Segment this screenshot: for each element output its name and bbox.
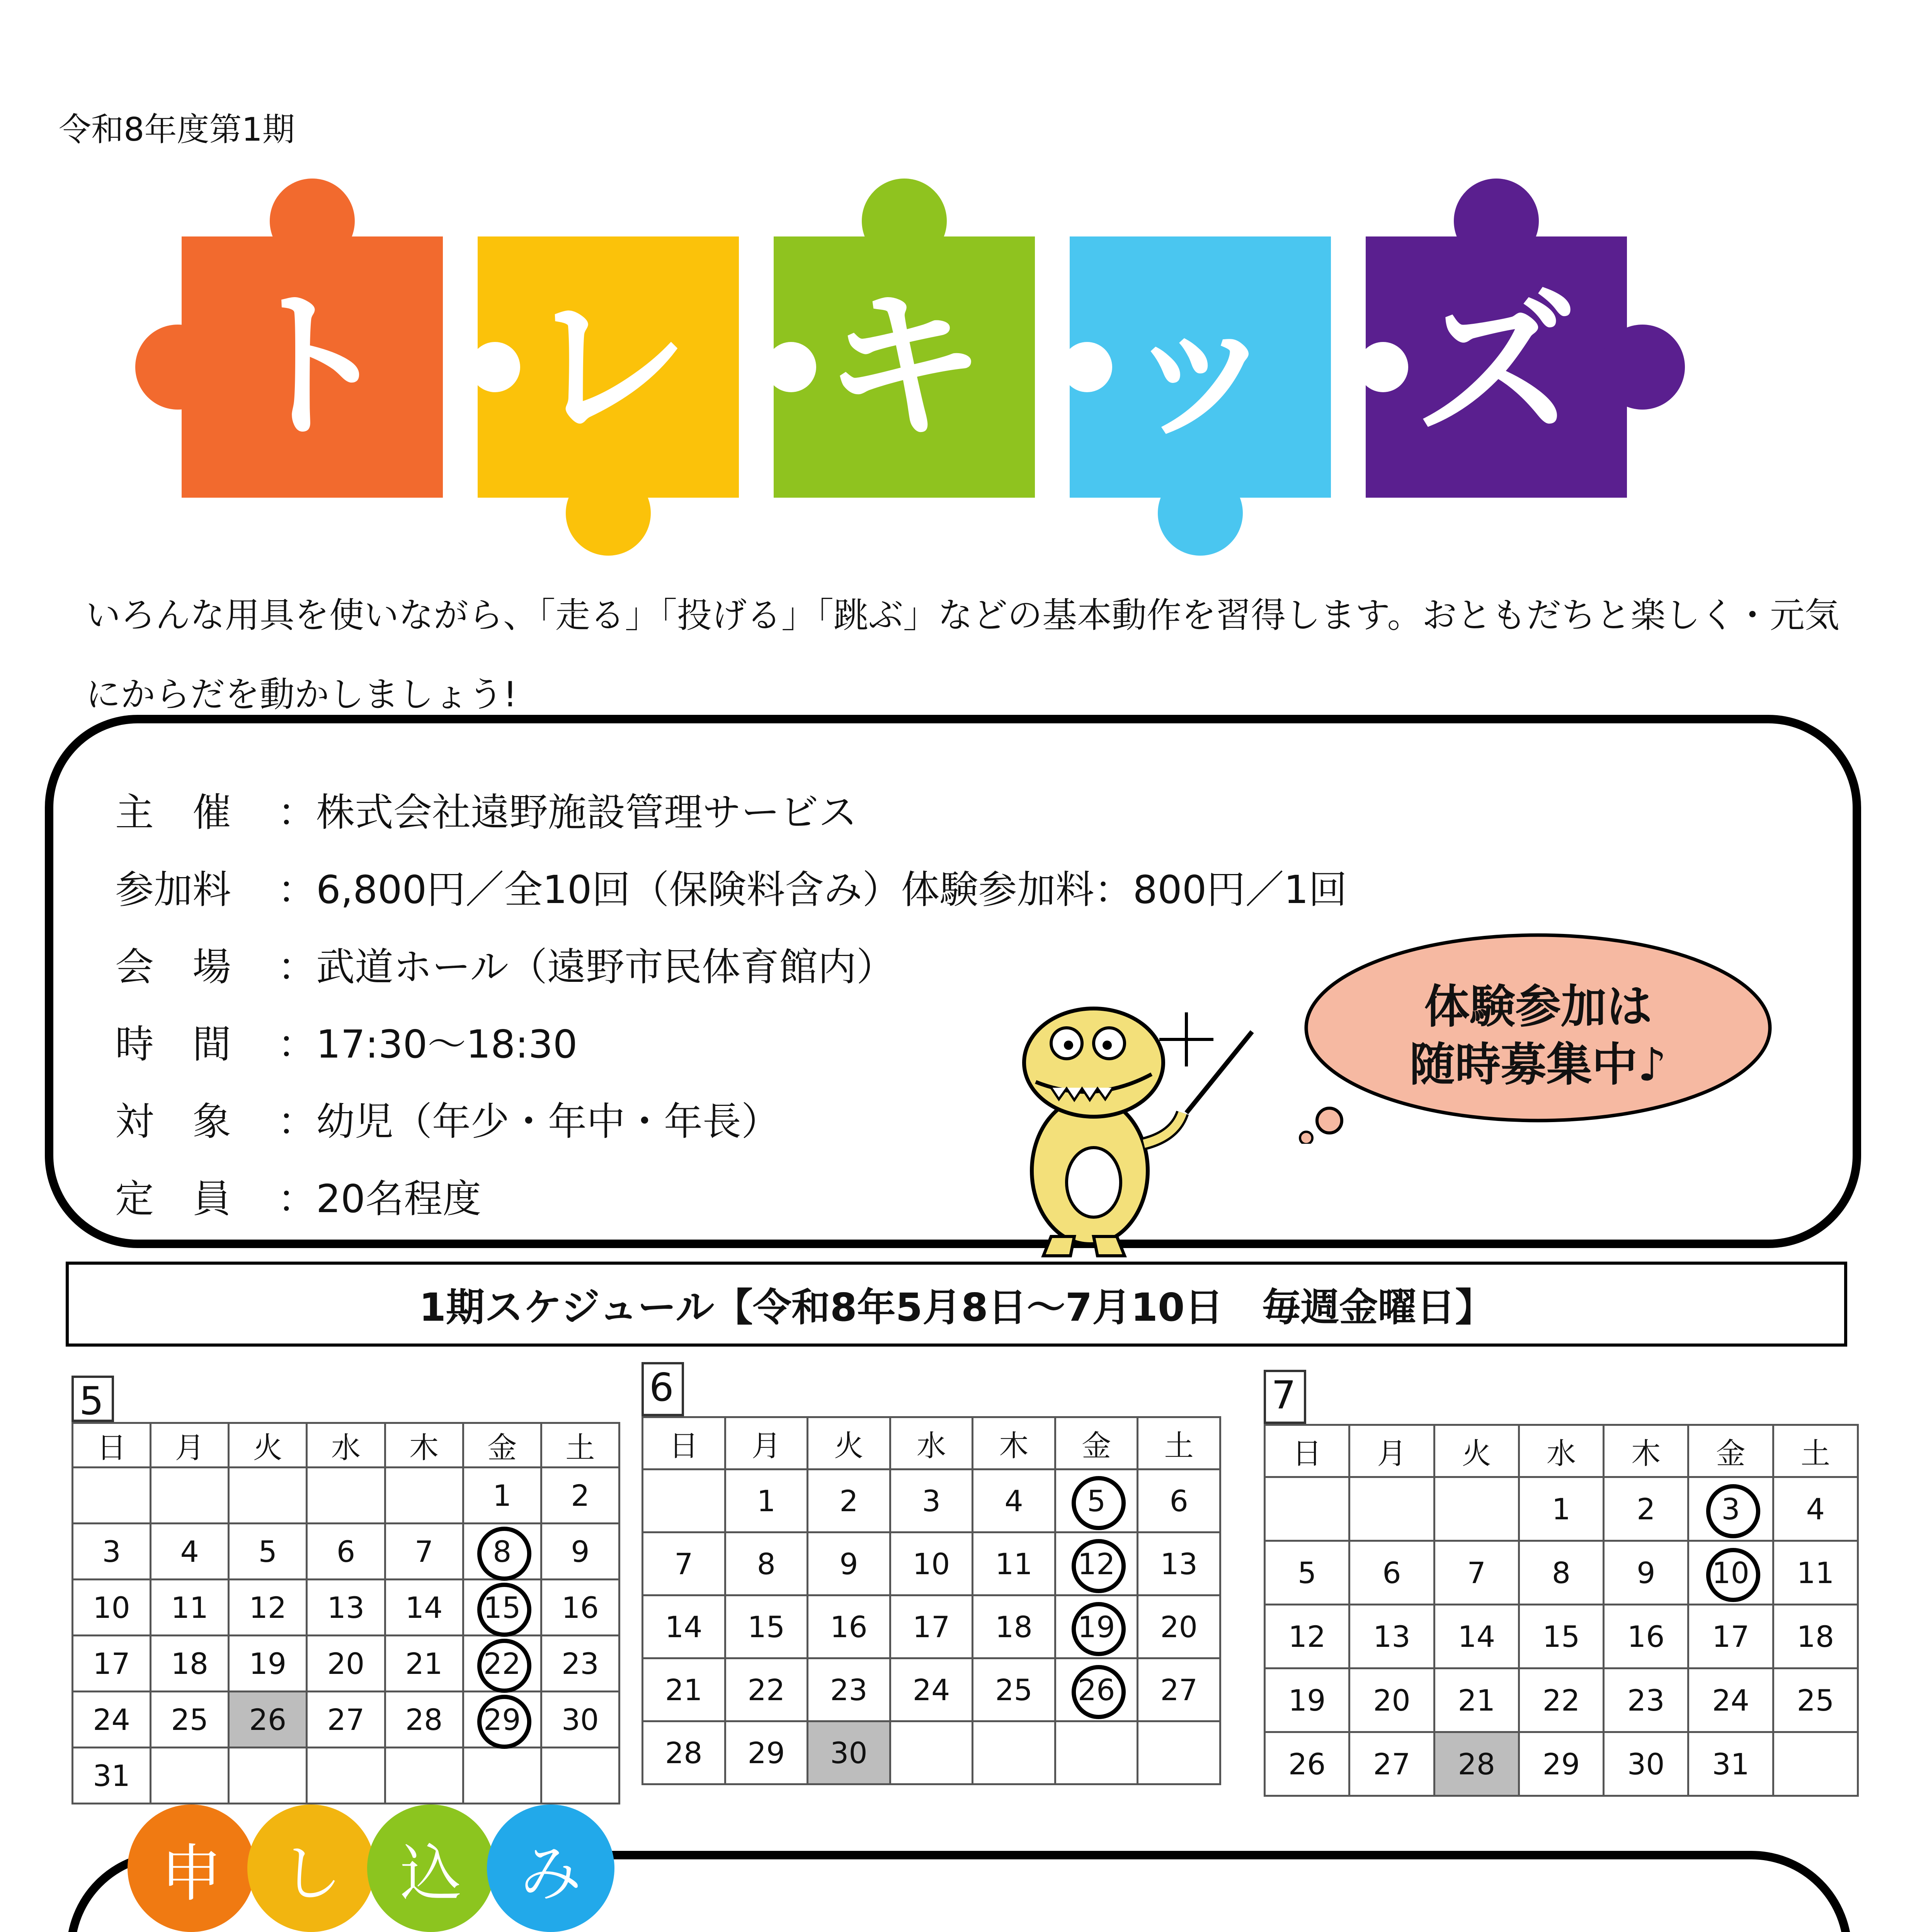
calendar-day-cell: 4 — [1773, 1477, 1858, 1541]
calendar-day-cell: 6 — [1349, 1541, 1434, 1605]
calendar-day-cell: 14 — [385, 1580, 463, 1636]
weekday-cell: 金 — [463, 1423, 541, 1468]
calendar-day-cell — [1434, 1477, 1519, 1541]
info-value: ：20名程度 — [277, 1176, 482, 1221]
calendar-day-cell: 24 — [73, 1692, 151, 1748]
weekday-cell: 土 — [1138, 1417, 1220, 1469]
info-organizer — [115, 781, 857, 837]
calendar-day-cell — [73, 1468, 151, 1524]
calendar-week-row — [643, 1469, 1220, 1532]
weekday-cell: 水 — [307, 1423, 385, 1468]
puzzle-piece — [1366, 236, 1627, 498]
calendar-day-cell — [1265, 1477, 1349, 1541]
weekday-cell: 金 — [1055, 1417, 1138, 1469]
calendar-day-cell: 26 — [229, 1692, 307, 1748]
info-value: ：武道ホール（遠野市民体育館内） — [277, 944, 895, 990]
puzzle-piece — [1070, 236, 1331, 498]
calendar-day-cell: 17 — [1688, 1605, 1773, 1668]
info-value: ：株式会社遠野施設管理サービス — [277, 790, 857, 835]
weekday-cell: 日 — [643, 1417, 725, 1469]
calendar-day-cell: 25 — [1773, 1668, 1858, 1732]
calendar-weekday-row — [643, 1417, 1220, 1469]
info-value: ：17:30～18:30 — [277, 1022, 578, 1067]
info-label: 時 間 — [115, 1022, 231, 1067]
calendar-day-cell: 19 — [229, 1636, 307, 1692]
calendar-day-cell: 21 — [1434, 1668, 1519, 1732]
puzzle-piece — [774, 236, 1035, 498]
calendar-day-cell: 12 — [1265, 1605, 1349, 1668]
calendar-day-cell: 11 — [1773, 1541, 1858, 1605]
apply-heading-bubble: み — [487, 1804, 614, 1932]
calendar-day-cell: 15 — [725, 1595, 808, 1658]
calendar-day-cell: 15 — [463, 1580, 541, 1636]
calendar-day-cell: 21 — [385, 1636, 463, 1692]
calendar-day-cell: 3 — [1688, 1477, 1773, 1541]
weekday-cell: 土 — [1773, 1425, 1858, 1477]
info-label: 主 催 — [115, 790, 231, 835]
info-label: 参加料 — [115, 867, 231, 912]
calendar-day-cell: 18 — [151, 1636, 229, 1692]
schedule-title: 1期スケジュール【令和8年5月8日～7月10日 毎週金曜日】 — [66, 1262, 1847, 1347]
calendar-day-cell: 17 — [73, 1636, 151, 1692]
calendar-day-cell: 9 — [808, 1532, 890, 1595]
calendar-day-cell: 23 — [1604, 1668, 1688, 1732]
calendar-day-cell: 1 — [725, 1469, 808, 1532]
calendar-day-cell: 28 — [643, 1721, 725, 1784]
callout-line1: 体験参加は — [1424, 980, 1652, 1033]
weekday-cell: 水 — [1519, 1425, 1603, 1477]
weekday-cell: 火 — [808, 1417, 890, 1469]
calendar-day-cell: 24 — [1688, 1668, 1773, 1732]
apply-heading-bubble: 込 — [367, 1804, 495, 1932]
calendar-day-cell: 27 — [1349, 1732, 1434, 1796]
calendar-day-cell: 22 — [1519, 1668, 1603, 1732]
calendar-day-cell: 13 — [1349, 1605, 1434, 1668]
info-label: 定 員 — [115, 1176, 231, 1221]
calendar-day-cell: 14 — [643, 1595, 725, 1658]
calendar-day-cell: 16 — [1604, 1605, 1688, 1668]
calendar-day-cell — [151, 1468, 229, 1524]
calendar-day-cell: 20 — [1349, 1668, 1434, 1732]
calendar-day-cell: 28 — [385, 1692, 463, 1748]
calendar-day-cell — [463, 1748, 541, 1804]
calendar-day-cell: 24 — [890, 1658, 973, 1721]
calendar-day-cell: 12 — [1055, 1532, 1138, 1595]
calendar-day-cell: 12 — [229, 1580, 307, 1636]
calendar-week-row — [73, 1524, 619, 1580]
calendar-day-cell: 29 — [1519, 1732, 1603, 1796]
weekday-cell: 木 — [1604, 1425, 1688, 1477]
calendar-day-cell: 26 — [1265, 1732, 1349, 1796]
title-char: キ — [823, 272, 985, 461]
term-label: 令和8年度第1期 — [59, 111, 295, 148]
calendar-day-cell: 29 — [725, 1721, 808, 1784]
calendar-day-cell: 5 — [229, 1524, 307, 1580]
weekday-cell: 火 — [229, 1423, 307, 1468]
calendar-day-cell — [973, 1721, 1055, 1784]
info-time — [115, 1013, 577, 1069]
apply-heading-bubble: し — [247, 1804, 375, 1932]
crocodile-mascot-icon — [1005, 989, 1268, 1260]
calendar-day-cell: 10 — [73, 1580, 151, 1636]
calendar-month-label: 6 — [642, 1362, 684, 1416]
calendar-week-row — [1265, 1477, 1858, 1541]
weekday-cell: 日 — [1265, 1425, 1349, 1477]
calendar-day-cell: 13 — [307, 1580, 385, 1636]
title-char: レ — [527, 272, 689, 461]
calendar-day-cell: 4 — [151, 1524, 229, 1580]
calendar-day-cell — [541, 1748, 619, 1804]
calendar-week-row — [643, 1721, 1220, 1784]
info-value: ：幼児（年少・年中・年長） — [277, 1099, 780, 1144]
calendar-day-cell — [1349, 1477, 1434, 1541]
calendar-weekday-row — [1265, 1425, 1858, 1477]
weekday-cell: 木 — [973, 1417, 1055, 1469]
title-char: ッ — [1119, 272, 1281, 461]
calendar-day-cell: 14 — [1434, 1605, 1519, 1668]
calendar-day-cell: 21 — [643, 1658, 725, 1721]
calendar-day-cell: 5 — [1265, 1541, 1349, 1605]
info-label: 会 場 — [115, 944, 231, 990]
calendar-day-cell: 30 — [808, 1721, 890, 1784]
info-fee — [115, 859, 1347, 914]
calendar-day-cell: 1 — [463, 1468, 541, 1524]
calendar-day-cell: 25 — [973, 1658, 1055, 1721]
calendar-day-cell: 6 — [307, 1524, 385, 1580]
calendar-day-cell: 18 — [973, 1595, 1055, 1658]
calendar-week-row — [73, 1580, 619, 1636]
info-target — [115, 1090, 780, 1146]
calendar-day-cell: 25 — [151, 1692, 229, 1748]
calendar-day-cell: 2 — [808, 1469, 890, 1532]
calendar-day-cell: 3 — [73, 1524, 151, 1580]
calendar-day-cell: 28 — [1434, 1732, 1519, 1796]
calendar-day-cell — [1055, 1721, 1138, 1784]
calendar-day-cell: 19 — [1265, 1668, 1349, 1732]
calendar-week-row — [1265, 1605, 1858, 1668]
calendar-day-cell: 9 — [1604, 1541, 1688, 1605]
calendar-week-row — [73, 1636, 619, 1692]
calendar-day-cell — [890, 1721, 973, 1784]
title-char: ズ — [1415, 272, 1577, 461]
calendar-day-cell: 27 — [1138, 1658, 1220, 1721]
puzzle-piece — [182, 236, 443, 498]
calendar-day-cell: 3 — [890, 1469, 973, 1532]
calendar-day-cell: 30 — [541, 1692, 619, 1748]
calendar-month-label: 7 — [1264, 1370, 1306, 1424]
calendar-day-cell: 20 — [307, 1636, 385, 1692]
callout-text — [1287, 978, 1789, 1094]
info-capacity — [115, 1168, 481, 1223]
info-venue — [115, 936, 895, 992]
calendar-day-cell: 7 — [643, 1532, 725, 1595]
calendar-week-row — [1265, 1668, 1858, 1732]
calendar-day-cell — [385, 1748, 463, 1804]
calendar-day-cell: 16 — [541, 1580, 619, 1636]
calendar-table — [642, 1416, 1221, 1785]
calendar-week-row — [1265, 1541, 1858, 1605]
weekday-cell: 月 — [725, 1417, 808, 1469]
calendar-day-cell: 9 — [541, 1524, 619, 1580]
calendar-day-cell: 29 — [463, 1692, 541, 1748]
weekday-cell: 火 — [1434, 1425, 1519, 1477]
calendar-week-row — [643, 1532, 1220, 1595]
calendar-day-cell — [151, 1748, 229, 1804]
calendar-week-row — [73, 1468, 619, 1524]
calendar-day-cell: 8 — [1519, 1541, 1603, 1605]
calendar-week-row — [643, 1658, 1220, 1721]
intro-text: いろんな用具を使いながら、「走る」「投げる」「跳ぶ」などの基本動作を習得します。おともだちと楽しく・元気にからだを動かしましょう! — [86, 595, 1839, 715]
calendar-day-cell — [643, 1469, 725, 1532]
calendar-day-cell: 5 — [1055, 1469, 1138, 1532]
calendar-day-cell: 7 — [385, 1524, 463, 1580]
calendar-day-cell: 10 — [890, 1532, 973, 1595]
calendar-day-cell: 22 — [463, 1636, 541, 1692]
calendar-week-row — [73, 1748, 619, 1804]
calendar-day-cell: 31 — [1688, 1732, 1773, 1796]
weekday-cell: 水 — [890, 1417, 973, 1469]
calendar-day-cell: 15 — [1519, 1605, 1603, 1668]
weekday-cell: 日 — [73, 1423, 151, 1468]
calendar-day-cell: 31 — [73, 1748, 151, 1804]
calendar-week-row — [73, 1692, 619, 1748]
calendar-day-cell: 23 — [808, 1658, 890, 1721]
calendar-day-cell: 17 — [890, 1595, 973, 1658]
calendar-week-row — [1265, 1732, 1858, 1796]
weekday-cell: 土 — [541, 1423, 619, 1468]
calendar-day-cell: 13 — [1138, 1532, 1220, 1595]
calendar-day-cell: 22 — [725, 1658, 808, 1721]
calendar-day-cell: 11 — [151, 1580, 229, 1636]
calendar-week-row — [643, 1595, 1220, 1658]
weekday-cell: 木 — [385, 1423, 463, 1468]
calendar-day-cell: 8 — [463, 1524, 541, 1580]
calendar-day-cell: 27 — [307, 1692, 385, 1748]
calendar-day-cell — [307, 1748, 385, 1804]
calendar-weekday-row — [73, 1423, 619, 1468]
calendar-day-cell: 2 — [541, 1468, 619, 1524]
calendar-table — [1264, 1424, 1859, 1797]
calendar-day-cell: 4 — [973, 1469, 1055, 1532]
weekday-cell: 月 — [151, 1423, 229, 1468]
calendar-day-cell: 2 — [1604, 1477, 1688, 1541]
puzzle-piece — [478, 236, 739, 498]
info-label: 対 象 — [115, 1099, 231, 1144]
title-char: ト — [231, 272, 393, 461]
apply-heading-bubble: 申 — [128, 1804, 255, 1932]
weekday-cell: 月 — [1349, 1425, 1434, 1477]
calendar-day-cell: 20 — [1138, 1595, 1220, 1658]
calendar-day-cell — [385, 1468, 463, 1524]
calendar-day-cell: 19 — [1055, 1595, 1138, 1658]
calendar-day-cell: 6 — [1138, 1469, 1220, 1532]
calendar-day-cell: 26 — [1055, 1658, 1138, 1721]
calendar-day-cell: 18 — [1773, 1605, 1858, 1668]
calendar-day-cell: 7 — [1434, 1541, 1519, 1605]
calendar-day-cell: 1 — [1519, 1477, 1603, 1541]
weekday-cell: 金 — [1688, 1425, 1773, 1477]
calendar-day-cell: 10 — [1688, 1541, 1773, 1605]
calendar-day-cell — [1773, 1732, 1858, 1796]
calendar-month-label: 5 — [71, 1376, 114, 1422]
calendar-day-cell: 30 — [1604, 1732, 1688, 1796]
calendar-day-cell: 8 — [725, 1532, 808, 1595]
calendar-day-cell — [1138, 1721, 1220, 1784]
info-value: ：6,800円／全10回（保険料含み）体験参加料：800円／1回 — [277, 867, 1348, 912]
calendar-day-cell: 16 — [808, 1595, 890, 1658]
calendar-day-cell — [307, 1468, 385, 1524]
calendar-day-cell: 11 — [973, 1532, 1055, 1595]
calendar-day-cell — [229, 1748, 307, 1804]
callout-line2: 随時募集中♪ — [1409, 1038, 1667, 1091]
calendar-table — [71, 1422, 620, 1804]
calendar-day-cell — [229, 1468, 307, 1524]
calendar-day-cell: 23 — [541, 1636, 619, 1692]
